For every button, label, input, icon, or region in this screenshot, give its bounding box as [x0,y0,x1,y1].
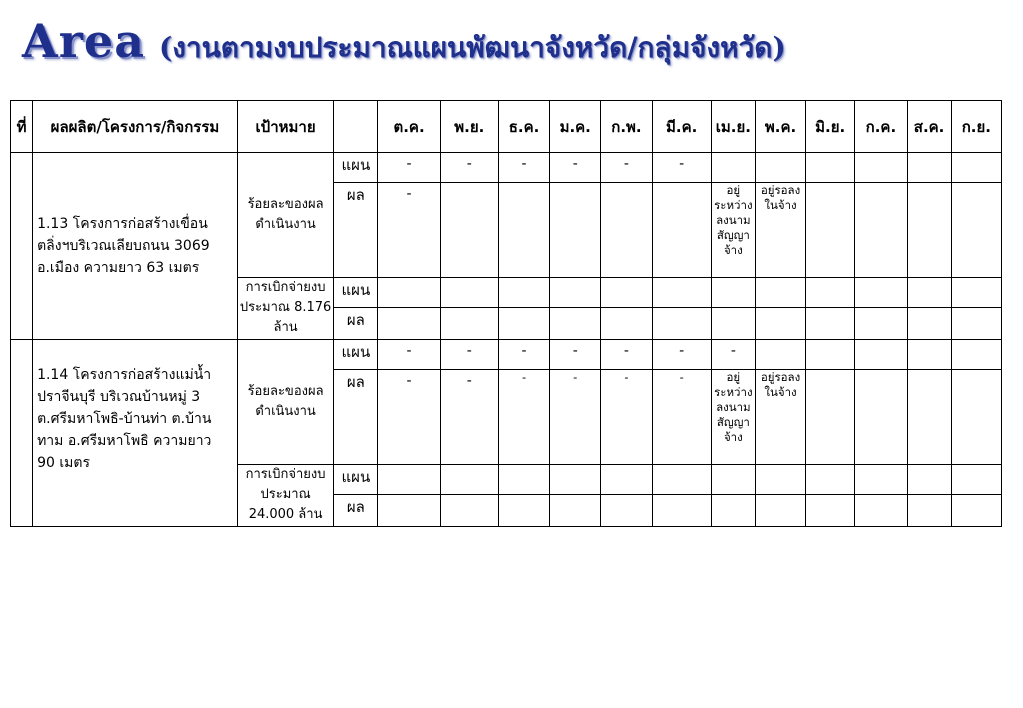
plan-cell: - [652,340,711,370]
plan-cell [907,153,951,183]
result-cell [498,183,549,278]
header-month: ม.ค. [550,101,601,153]
empty-cell [550,465,601,495]
empty-cell [378,308,440,340]
result-cell: - [550,370,601,465]
plan-cell [755,153,805,183]
title-subtitle: (งานตามงบประมาณแผนพัฒนาจังหวัด/กลุ่มจังหวัด) [159,31,786,64]
header-month: ก.ย. [951,101,1001,153]
header-month: ธ.ค. [498,101,549,153]
empty-cell [652,495,711,527]
result-note: อยู่รอลงในจ้าง [755,370,805,465]
result-note: อยู่ระหว่างลงนามสัญญาจ้าง [711,183,755,278]
empty-cell [652,308,711,340]
result-cell [907,370,951,465]
plan-cell [755,340,805,370]
result-cell [806,370,855,465]
plan-cell [855,153,907,183]
header-target: เป้าหมาย [237,101,333,153]
header-month: พ.ย. [440,101,498,153]
empty-cell [907,278,951,308]
result-cell: - [378,370,440,465]
plan-cell [806,340,855,370]
header-output: ผลผลิต/โครงการ/กิจกรรม [33,101,238,153]
empty-cell [951,278,1001,308]
header-month: มิ.ย. [806,101,855,153]
empty-cell [498,308,549,340]
plan-cell [907,340,951,370]
empty-cell [652,465,711,495]
result-cell [907,183,951,278]
plan-cell: - [378,340,440,370]
empty-cell [755,278,805,308]
plan-cell: - [652,153,711,183]
result-note: อยู่ระหว่างลงนามสัญญาจ้าง [711,370,755,465]
budget-label: การเบิกจ่ายงบประมาณ 24.000 ล้าน [237,465,333,527]
project-name: 1.13 โครงการก่อสร้างเขื่อนตลิ่งฯบริเวณเลียบถนน 3069 อ.เมือง ความยาว 63 เมตร [33,153,238,340]
empty-cell [907,465,951,495]
empty-cell [440,495,498,527]
empty-cell [601,495,652,527]
empty-cell [550,278,601,308]
empty-cell [855,495,907,527]
result-label: ผล [334,308,378,340]
empty-cell [711,495,755,527]
project-name: 1.14 โครงการก่อสร้างแม่น้ำปราจีนบุรี บริเวณบ้านหมู่ 3 ต.ศรีมหาโพธิ-บ้านท่า ต.บ้านทาม อ.ศรีมหาโพธิ ความยาว 90 เมตร [33,340,238,527]
metric-label: ร้อยละของผลดำเนินงาน [237,153,333,278]
header-month: ต.ค. [378,101,440,153]
result-label: ผล [334,370,378,465]
empty-cell [855,308,907,340]
header-month: เม.ย. [711,101,755,153]
plan-cell: - [711,340,755,370]
plan-cell [806,153,855,183]
empty-cell [951,308,1001,340]
empty-cell [855,278,907,308]
header-month: พ.ค. [755,101,805,153]
plan-cell [951,153,1001,183]
empty-cell [711,278,755,308]
plan-label: แผน [334,278,378,308]
empty-cell [601,278,652,308]
empty-cell [711,308,755,340]
plan-cell: - [601,153,652,183]
empty-cell [907,495,951,527]
empty-cell [755,308,805,340]
empty-cell [601,465,652,495]
table-row [11,153,1002,183]
empty-cell [440,278,498,308]
plan-cell: - [498,340,549,370]
empty-cell [498,495,549,527]
empty-cell [806,278,855,308]
metric-label: ร้อยละของผลดำเนินงาน [237,340,333,465]
result-label: ผล [334,495,378,527]
result-cell [550,183,601,278]
empty-cell [806,465,855,495]
result-cell: - [601,370,652,465]
empty-cell [755,495,805,527]
progress-table [10,100,1002,527]
header-month: มี.ค. [652,101,711,153]
empty-cell [755,465,805,495]
plan-cell: - [440,153,498,183]
budget-label: การเบิกจ่ายงบประมาณ 8.176 ล้าน [237,278,333,340]
plan-label: แผน [334,153,378,183]
empty-cell [652,278,711,308]
empty-cell [378,465,440,495]
empty-cell [855,465,907,495]
result-note: อยู่รอลงในจ้าง [755,183,805,278]
empty-cell [550,495,601,527]
plan-cell [855,340,907,370]
plan-cell: - [440,340,498,370]
result-cell [440,183,498,278]
empty-cell [378,278,440,308]
header-month: ก.พ. [601,101,652,153]
plan-cell: - [601,340,652,370]
empty-cell [907,308,951,340]
plan-cell: - [498,153,549,183]
plan-cell [711,153,755,183]
result-cell [951,183,1001,278]
empty-cell [806,495,855,527]
page-title [22,14,786,74]
empty-cell [498,465,549,495]
empty-cell [378,495,440,527]
empty-cell [601,308,652,340]
result-cell [601,183,652,278]
result-label: ผล [334,183,378,278]
title-main: Area [22,14,145,68]
empty-cell [711,465,755,495]
result-cell [951,370,1001,465]
result-cell: - [440,370,498,465]
plan-cell: - [550,340,601,370]
result-cell: - [378,183,440,278]
empty-cell [440,308,498,340]
row-number [11,153,33,340]
empty-cell [951,465,1001,495]
result-cell [806,183,855,278]
plan-cell [951,340,1001,370]
result-cell [855,370,907,465]
result-cell [855,183,907,278]
result-cell [652,183,711,278]
result-cell: - [652,370,711,465]
empty-cell [806,308,855,340]
empty-cell [440,465,498,495]
empty-cell [550,308,601,340]
plan-label: แผน [334,340,378,370]
plan-cell: - [378,153,440,183]
header-blank [334,101,378,153]
header-month: ส.ค. [907,101,951,153]
header-row [11,101,1002,153]
row-number [11,340,33,527]
table-row [11,340,1002,370]
empty-cell [498,278,549,308]
result-cell: - [498,370,549,465]
plan-label: แผน [334,465,378,495]
header-no: ที่ [11,101,33,153]
plan-cell: - [550,153,601,183]
empty-cell [951,495,1001,527]
header-month: ก.ค. [855,101,907,153]
